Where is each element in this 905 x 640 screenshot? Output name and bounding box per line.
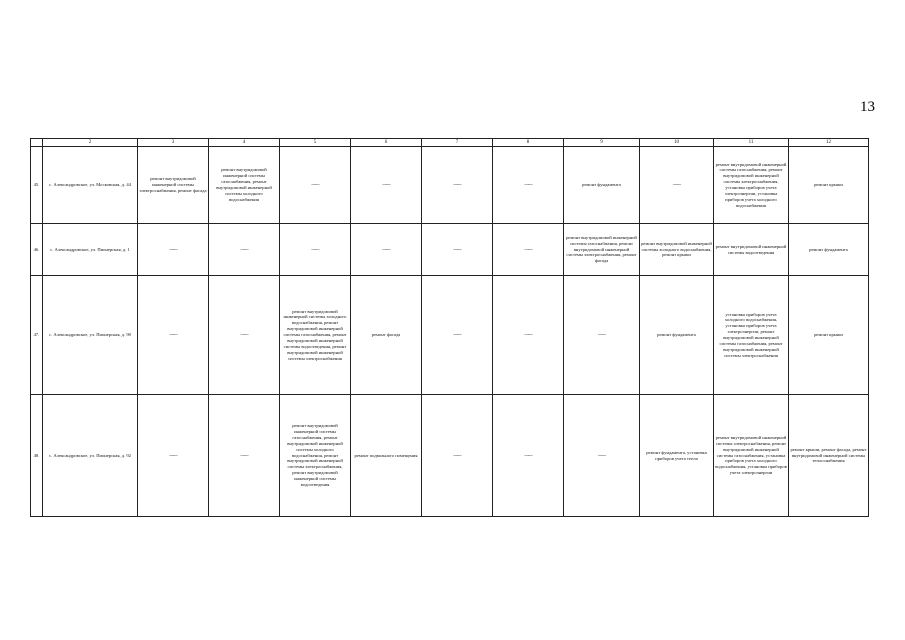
work-cell: ремонт внутридомовой инженерной системы электроснабжения, ремонт внутридомовой инженерной системы газоснабжения, установка приборов учета холодного водоснабжения, установка приборов учета электроэнергии [714, 395, 789, 517]
work-cell: ремонт внутридомовой инженерной системы газоснабжения, ремонт внутридомовой инженерной системы холодного водоснабжения [209, 147, 280, 224]
row-number: 47. [31, 276, 43, 395]
work-cell: ремонт фасада [351, 276, 422, 395]
empty-dash: —— [280, 147, 351, 224]
column-number: 10 [640, 139, 714, 147]
repair-schedule-table [30, 138, 869, 517]
address-cell: с. Александровское, ул. Пионерская, д. 90 [43, 276, 138, 395]
address-cell: с. Александровское, ул. Пионерская, д. 1 [43, 224, 138, 276]
empty-dash: —— [422, 224, 493, 276]
table-row [31, 147, 869, 224]
row-number: 48. [31, 395, 43, 517]
empty-dash: —— [138, 395, 209, 517]
empty-dash: —— [493, 147, 564, 224]
empty-dash: —— [209, 395, 280, 517]
empty-dash: —— [422, 276, 493, 395]
empty-dash: —— [209, 224, 280, 276]
row-number: 45. [31, 147, 43, 224]
work-cell: ремонт фундамента [789, 224, 869, 276]
address-cell: с. Александровское, ул. Московская, д. 44 [43, 147, 138, 224]
work-cell: ремонт внутридомовой инженерной системы электроснабжения, ремонт фасада [138, 147, 209, 224]
column-number: 5 [280, 139, 351, 147]
column-number: 4 [209, 139, 280, 147]
work-cell: ремонт внутридомовой инженерной системы водоотведения [714, 224, 789, 276]
empty-dash: —— [351, 147, 422, 224]
table-row [31, 224, 869, 276]
empty-dash: —— [564, 276, 640, 395]
empty-dash: —— [493, 276, 564, 395]
work-cell: ремонт крыши [789, 147, 869, 224]
column-number: 7 [422, 139, 493, 147]
table-row [31, 276, 869, 395]
column-number: 3 [138, 139, 209, 147]
column-number: 2 [43, 139, 138, 147]
work-cell: ремонт внутридомовой инженерной системы холодного водоснабжения, ремонт внутридомовой инженерной системы газоснабжения, ремонт внутридомовой инженерной системы водоотведения, ремонт внутридомовой инженерной системы электроснабжения [280, 276, 351, 395]
empty-dash: —— [640, 147, 714, 224]
work-cell: ремонт фундамента [564, 147, 640, 224]
column-number: 6 [351, 139, 422, 147]
work-cell: ремонт фундамента, установка приборов учета тепла [640, 395, 714, 517]
empty-dash: —— [351, 224, 422, 276]
empty-dash: —— [138, 276, 209, 395]
empty-dash: —— [209, 276, 280, 395]
column-number: 9 [564, 139, 640, 147]
address-cell: с. Александровское, ул. Пионерская, д. 92 [43, 395, 138, 517]
column-number [31, 139, 43, 147]
empty-dash: —— [422, 395, 493, 517]
work-cell: ремонт внутридомовой инженерной системы холодного водоснабжения, ремонт крыши [640, 224, 714, 276]
row-number: 46. [31, 224, 43, 276]
work-cell: установка приборов учета холодного водоснабжения, установка приборов учета электроэнергии, ремонт внутридомовой инженерной системы газоснабжения, ремонт внутридомовой инженерной системы электроснабжения [714, 276, 789, 395]
work-cell: ремонт внутридомовой инженерной системы газоснабжения, ремонт внутридомовой инженерной системы холодного водоснабжения, ремонт внутридомовой инженерной системы электроснабжения, ремонт внутридомовой инженерной системы водоотведения [280, 395, 351, 517]
work-cell: ремонт внутридомовой инженерной системы газоснабжения, ремонт внутридомовой инженерной системы электроснабжения, установка приборов учета электроэнергии, установка приборов учета холодного водоснабжения [714, 147, 789, 224]
page-number: 13 [860, 99, 875, 115]
empty-dash: —— [493, 224, 564, 276]
work-cell: ремонт фундамента [640, 276, 714, 395]
column-number: 12 [789, 139, 869, 147]
work-cell: ремонт крыши [789, 276, 869, 395]
column-number-row [31, 139, 869, 147]
empty-dash: —— [493, 395, 564, 517]
column-number: 8 [493, 139, 564, 147]
work-cell: ремонт внутридомовой инженерной системы газоснабжения, ремонт внутридомовой инженерной системы электроснабжения, ремонт фасада [564, 224, 640, 276]
empty-dash: —— [138, 224, 209, 276]
table-row [31, 395, 869, 517]
empty-dash: —— [422, 147, 493, 224]
empty-dash: —— [564, 395, 640, 517]
column-number: 11 [714, 139, 789, 147]
empty-dash: —— [280, 224, 351, 276]
work-cell: ремонт подвального помещения [351, 395, 422, 517]
work-cell: ремонт крыши, ремонт фасада, ремонт внутридомовой инженерной системы теплоснабжения [789, 395, 869, 517]
